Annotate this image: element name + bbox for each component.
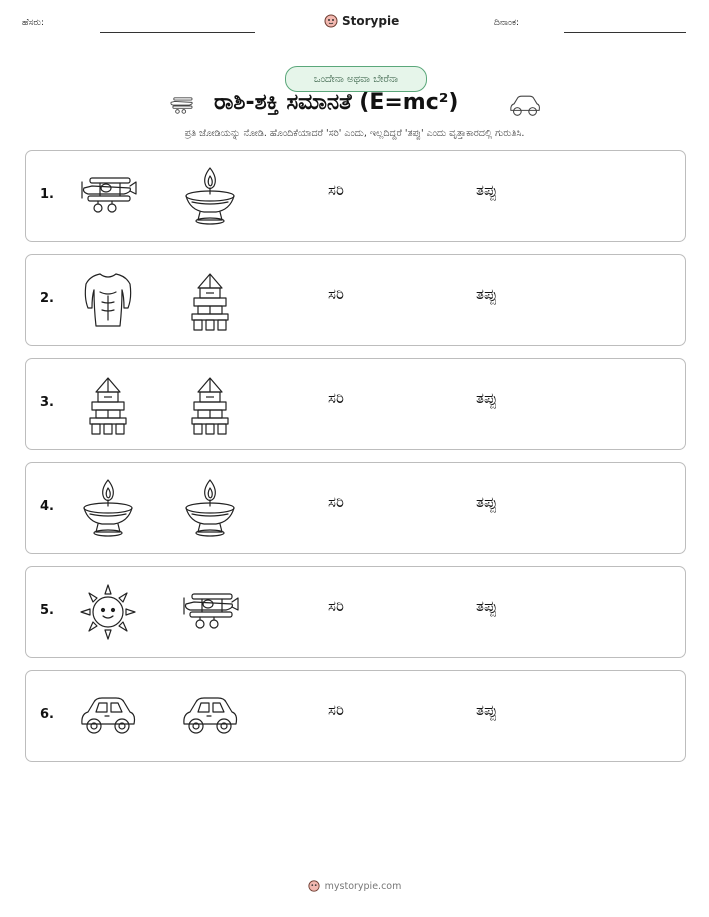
option-true[interactable]: ಸರಿ [328,701,344,719]
question-card [25,254,686,346]
car-icon [508,94,542,118]
name-field[interactable] [100,32,255,33]
option-false[interactable]: ತಪ್ಪು [476,285,498,303]
question-card [25,566,686,658]
category-badge: ಒಂದೇನಾ ಅಥವಾ ಬೇರೆನಾ [285,66,427,92]
question-number: 6. [40,707,54,722]
footer [0,880,709,892]
block-tower-icon [180,268,240,332]
car-icon [78,684,138,748]
title-row [0,90,709,122]
option-true[interactable]: ಸರಿ [328,285,344,303]
option-true[interactable]: ಸರಿ [328,597,344,615]
date-label: ದಿನಾಂಕ: [494,18,520,28]
question-card [25,150,686,242]
option-true[interactable]: ಸರಿ [328,389,344,407]
page-title: ರಾಶಿ-ಶಕ್ತಿ ಸಮಾನತೆ (E=mc²) [214,90,459,115]
oil-lamp-icon [180,164,240,228]
airplane-icon [180,580,240,644]
brand [324,14,399,28]
question-card [25,670,686,762]
question-card [25,358,686,450]
block-tower-icon [180,372,240,436]
storypie-logo-icon [324,14,338,28]
car-icon [180,684,240,748]
torso-icon [78,268,138,332]
name-label: ಹೆಸರು: [22,18,45,28]
oil-lamp-icon [78,476,138,540]
airplane-icon [168,96,196,116]
date-field[interactable] [564,32,686,33]
question-number: 5. [40,603,54,618]
question-card [25,462,686,554]
sun-icon [78,580,138,644]
header [0,14,709,36]
block-tower-icon [78,372,138,436]
option-false[interactable]: ತಪ್ಪು [476,181,498,199]
option-false[interactable]: ತಪ್ಪು [476,597,498,615]
option-false[interactable]: ತಪ್ಪು [476,493,498,511]
question-number: 1. [40,187,54,202]
airplane-icon [78,164,138,228]
option-true[interactable]: ಸರಿ [328,493,344,511]
question-number: 2. [40,291,54,306]
option-true[interactable]: ಸರಿ [328,181,344,199]
footer-url: mystorypie.com [324,880,402,892]
instructions: ಪ್ರತಿ ಜೋಡಿಯನ್ನು ನೋಡಿ. ಹೊಂದಿಕೆಯಾದರೆ 'ಸರಿ' ಎಂದು, ಇಲ್ಲದಿದ್ದರೆ 'ತಪ್ಪು' ಎಂದು ವೃತ್ತಾಕಾರದಲ್ಲಿ ಗುರುತಿಸಿ. [184,128,525,139]
option-false[interactable]: ತಪ್ಪು [476,701,498,719]
brand-name: Storypie [342,14,400,28]
oil-lamp-icon [180,476,240,540]
question-number: 4. [40,499,54,514]
question-number: 3. [40,395,54,410]
storypie-logo-icon [308,880,320,892]
option-false[interactable]: ತಪ್ಪು [476,389,498,407]
